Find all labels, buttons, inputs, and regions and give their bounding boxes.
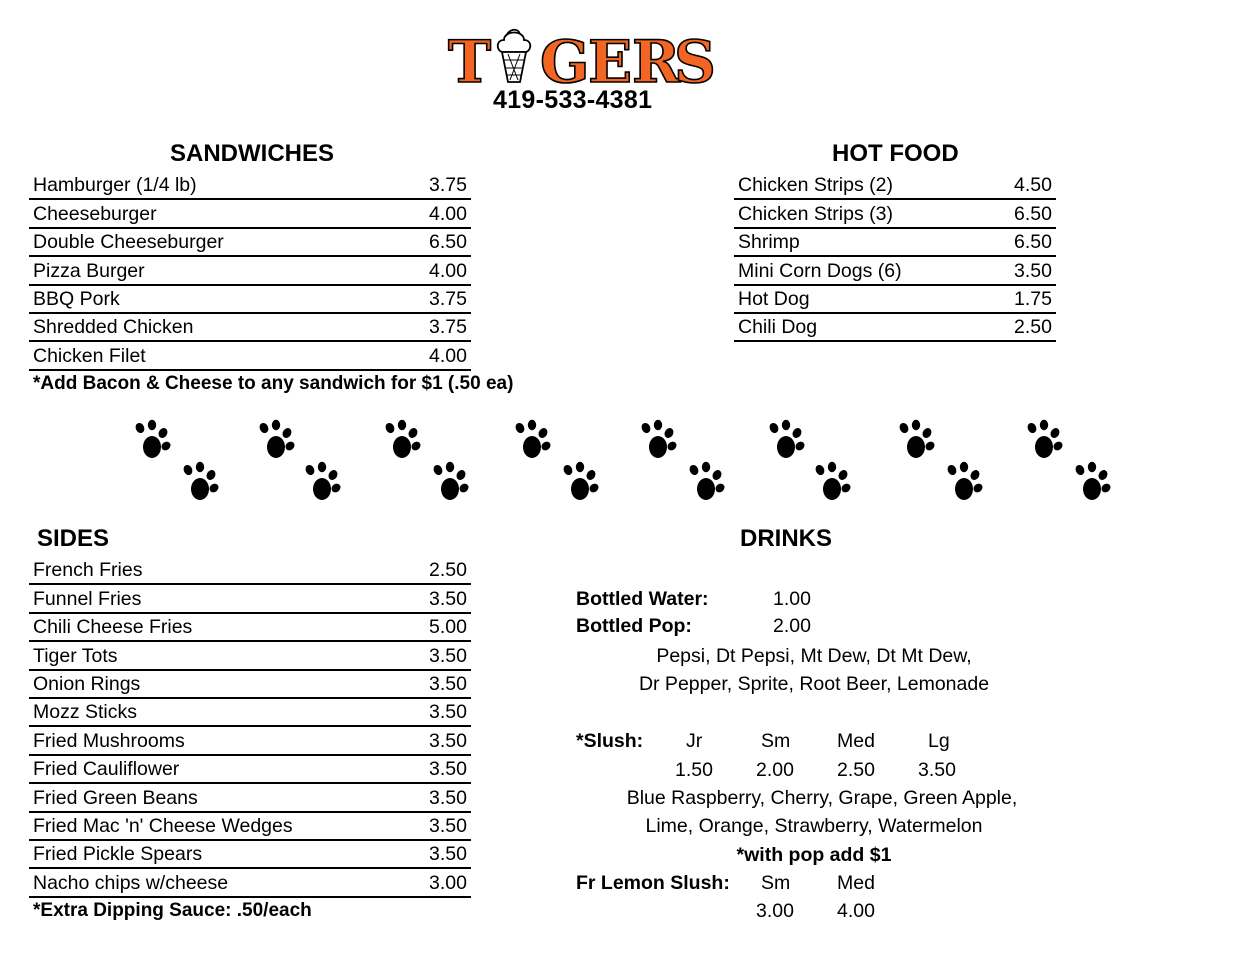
item-price: 5.00	[429, 616, 467, 639]
item-price: 3.50	[429, 843, 467, 866]
list-item	[29, 784, 471, 812]
item-name: Chicken Filet	[33, 344, 146, 367]
item-name: Nacho chips w/cheese	[33, 871, 229, 894]
slush-pop-note: *with pop add $1	[736, 844, 892, 866]
item-price: 4.00	[429, 259, 467, 282]
tigers-logo-graphic	[446, 24, 718, 88]
paw-print-icon	[898, 420, 936, 458]
lemon-slush-price: 3.00	[756, 900, 794, 922]
drinks-title: DRINKS	[740, 525, 833, 552]
slush-flavors-line-2: Lime, Orange, Strawberry, Watermelon	[645, 815, 983, 837]
list-item	[29, 699, 471, 727]
item-price: 3.50	[429, 814, 467, 837]
slush-flavors-line-1: Blue Raspberry, Cherry, Grape, Green Apple,	[626, 787, 1018, 809]
item-name: Chicken Strips (3)	[738, 202, 893, 225]
slush-price: 2.50	[837, 759, 875, 781]
item-price: 3.50	[429, 786, 467, 809]
list-item	[29, 314, 471, 342]
list-item	[29, 869, 471, 897]
list-item	[29, 557, 471, 585]
sides-list	[29, 557, 471, 898]
item-price: 3.50	[429, 758, 467, 781]
logo-letter-r: R	[632, 28, 681, 88]
list-item	[29, 286, 471, 314]
sandwich-note: *Add Bacon & Cheese to any sandwich for $1 (.50 ea)	[33, 373, 514, 394]
item-name: Fried Mushrooms	[33, 729, 185, 752]
item-price: 6.50	[1014, 231, 1052, 254]
item-name: Double Cheeseburger	[33, 231, 224, 254]
item-name: Fried Cauliflower	[33, 758, 180, 781]
phone-number: 419-533-4381	[493, 86, 653, 114]
paw-print-icon	[640, 420, 678, 458]
sandwiches-list	[29, 172, 471, 371]
item-price: 6.50	[1014, 202, 1052, 225]
item-price: 3.50	[429, 729, 467, 752]
list-item	[734, 257, 1056, 285]
list-item	[734, 172, 1056, 200]
lemon-slush-label: Fr Lemon Slush:	[576, 872, 730, 894]
item-price: 3.75	[429, 316, 467, 339]
logo-letter-s: S	[674, 28, 716, 88]
item-price: 3.75	[429, 287, 467, 310]
list-item	[29, 200, 471, 228]
slush-label: *Slush:	[576, 730, 644, 752]
slush-size: Jr	[686, 730, 703, 752]
bottled-pop-label: Bottled Pop:	[576, 615, 692, 637]
item-price: 3.75	[429, 174, 467, 197]
item-name: Cheeseburger	[33, 202, 157, 225]
item-price: 6.50	[429, 231, 467, 254]
list-item	[29, 342, 471, 370]
list-item	[734, 314, 1056, 342]
sides-note: *Extra Dipping Sauce: .50/each	[33, 900, 312, 921]
bottled-water-price: 1.00	[773, 588, 811, 610]
sides-title: SIDES	[37, 525, 110, 552]
item-name: Shredded Chicken	[33, 316, 194, 339]
paw-print-icon	[432, 462, 470, 500]
ice-cream-cone-icon	[498, 30, 531, 82]
paw-print-icon	[134, 420, 172, 458]
list-item	[29, 813, 471, 841]
list-item	[734, 200, 1056, 228]
paw-print-icon	[258, 420, 296, 458]
list-item	[29, 727, 471, 755]
hot-food-title: HOT FOOD	[832, 140, 959, 167]
list-item	[734, 229, 1056, 257]
item-price: 2.50	[429, 559, 467, 582]
item-price: 2.50	[1014, 316, 1052, 339]
item-name: Fried Pickle Spears	[33, 843, 203, 866]
list-item	[29, 671, 471, 699]
item-name: Chili Cheese Fries	[33, 616, 193, 639]
bottled-pop-price: 2.00	[773, 615, 811, 637]
item-name: Fried Green Beans	[33, 786, 198, 809]
item-name: Pizza Burger	[33, 259, 145, 282]
list-item	[734, 286, 1056, 314]
slush-size: Med	[837, 730, 875, 752]
paw-print-icon	[562, 462, 600, 500]
item-name: Mini Corn Dogs (6)	[738, 259, 902, 282]
slush-price: 1.50	[675, 759, 713, 781]
item-price: 4.50	[1014, 174, 1052, 197]
lemon-slush-size: Med	[837, 872, 875, 894]
item-price: 4.00	[429, 344, 467, 367]
item-name: Fried Mac 'n' Cheese Wedges	[33, 814, 293, 837]
paw-print-icon	[384, 420, 422, 458]
tigers-logo	[446, 24, 718, 88]
list-item	[29, 642, 471, 670]
paw-print-icon	[1074, 462, 1112, 500]
slush-price: 2.00	[756, 759, 794, 781]
item-name: Hot Dog	[738, 287, 810, 310]
hot-food-list	[734, 172, 1056, 342]
item-price: 3.50	[429, 672, 467, 695]
lemon-slush-price: 4.00	[837, 900, 875, 922]
sandwiches-title: SANDWICHES	[170, 140, 335, 167]
item-name: Chicken Strips (2)	[738, 174, 893, 197]
logo-letter-t: T	[448, 28, 492, 88]
item-price: 4.00	[429, 202, 467, 225]
paw-print-icon	[946, 462, 984, 500]
item-name: French Fries	[33, 559, 143, 582]
item-price: 1.75	[1014, 287, 1052, 310]
item-price: 3.50	[429, 701, 467, 724]
slush-price: 3.50	[918, 759, 956, 781]
paw-print-divider	[0, 412, 1242, 512]
item-name: Chili Dog	[738, 316, 818, 339]
item-price: 3.50	[1014, 259, 1052, 282]
pop-flavors-line-1: Pepsi, Dt Pepsi, Mt Dew, Dt Mt Dew,	[656, 645, 972, 667]
lemon-slush-size: Sm	[761, 872, 791, 894]
item-name: Mozz Sticks	[33, 701, 138, 724]
item-name: Hamburger (1/4 lb)	[33, 174, 197, 197]
list-item	[29, 229, 471, 257]
paw-print-icon	[768, 420, 806, 458]
item-name: Tiger Tots	[33, 644, 118, 667]
paw-print-icon	[304, 462, 342, 500]
item-price: 3.50	[429, 644, 467, 667]
item-name: BBQ Pork	[33, 287, 120, 310]
logo-letter-g: G	[540, 28, 590, 88]
item-name: Funnel Fries	[33, 587, 142, 610]
list-item	[29, 756, 471, 784]
list-item	[29, 585, 471, 613]
list-item	[29, 614, 471, 642]
item-name: Onion Rings	[33, 672, 141, 695]
list-item	[29, 257, 471, 285]
paw-print-icon	[514, 420, 552, 458]
list-item	[29, 172, 471, 200]
paw-print-icon	[814, 462, 852, 500]
bottled-water-label: Bottled Water:	[576, 588, 709, 610]
paw-print-icon	[1026, 420, 1064, 458]
logo-letter-e: E	[588, 28, 633, 88]
paw-print-icon	[688, 462, 726, 500]
list-item	[29, 841, 471, 869]
slush-size: Lg	[928, 730, 950, 752]
paw-print-icon	[182, 462, 220, 500]
pop-flavors-line-2: Dr Pepper, Sprite, Root Beer, Lemonade	[638, 673, 990, 695]
item-price: 3.00	[429, 871, 467, 894]
slush-size: Sm	[761, 730, 791, 752]
item-price: 3.50	[429, 587, 467, 610]
item-name: Shrimp	[738, 231, 800, 254]
